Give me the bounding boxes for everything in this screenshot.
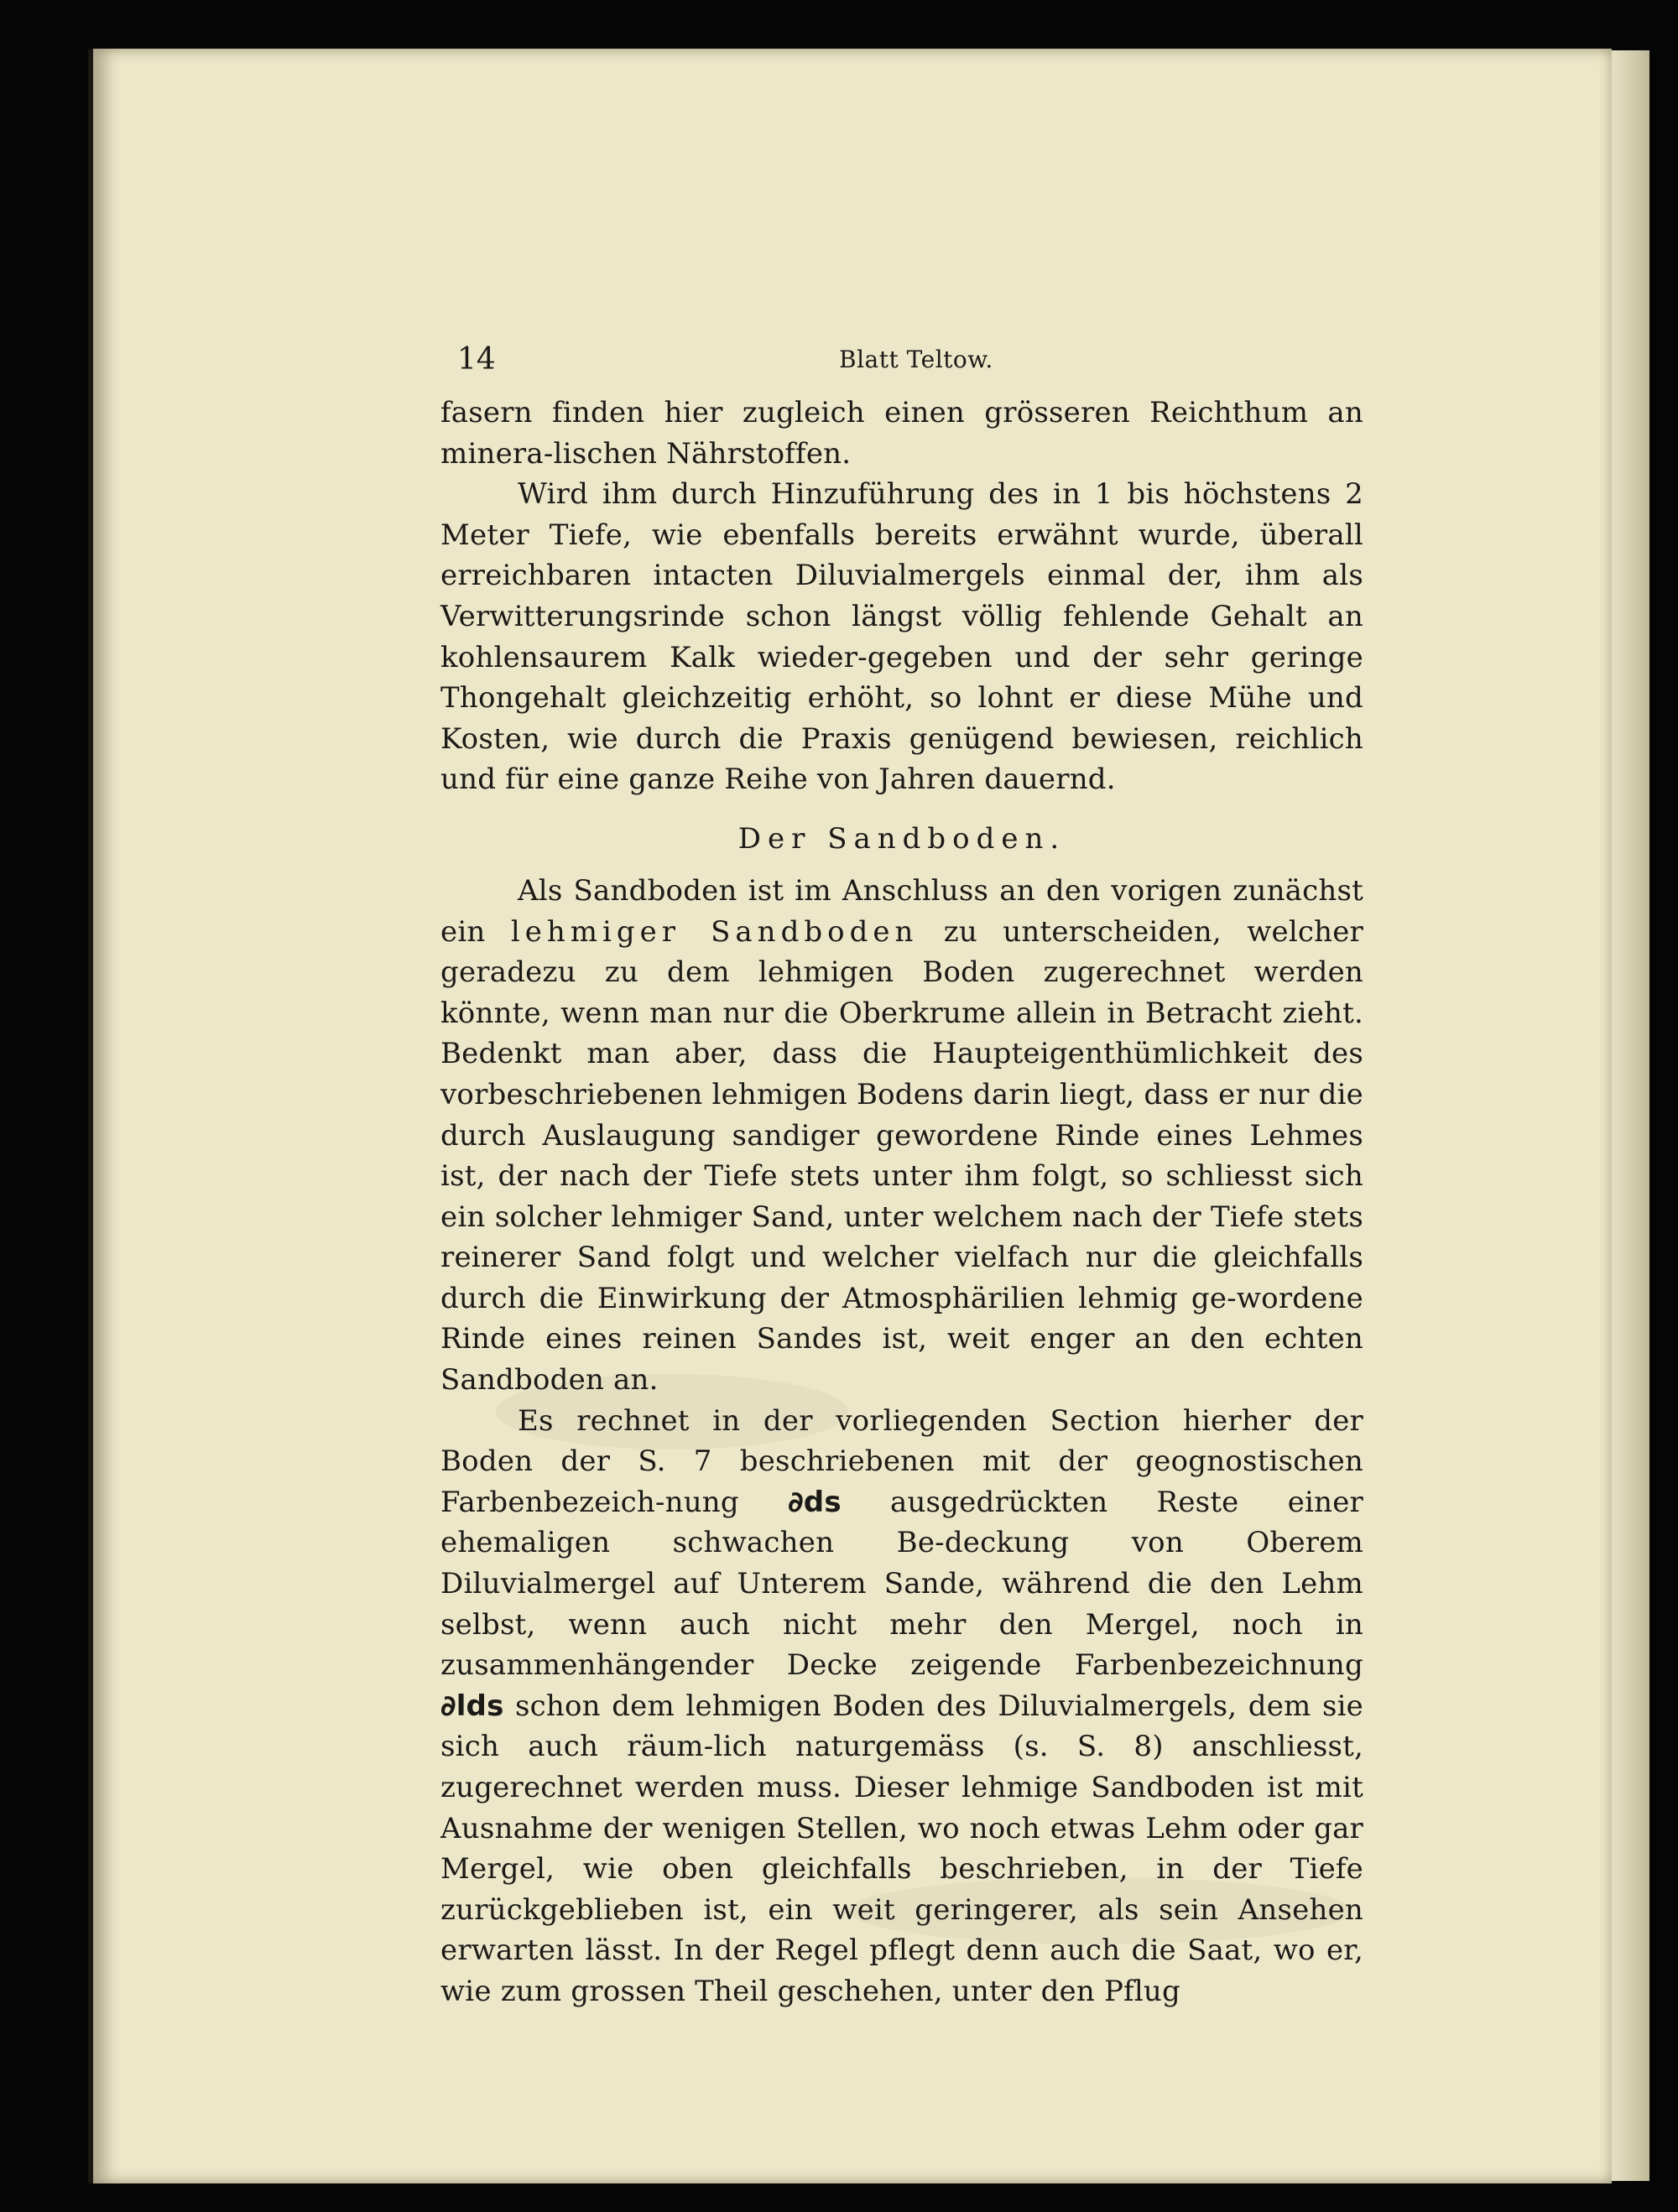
- running-title: Blatt Teltow.: [839, 346, 993, 373]
- page-number: 14: [457, 342, 496, 377]
- map-symbol: ∂lds: [440, 1689, 504, 1723]
- paragraph-text: zu unterscheiden, welcher geradezu zu dem lehmigen Boden zugerechnet werden könnte, wenn man nur die Oberkrume allein in Betracht zieht. Bedenkt man aber, dass die Haupteigenthümlichkeit des vorbeschriebenen lehmigen Bodens darin liegt, dass er nur die durch Auslaugung sandiger gewordene Rinde eines Lehmes ist, der nach der Tiefe stets unter ihm folgt, so schliesst sich ein solcher lehmiger Sand, unter welchem nach der Tiefe stets reinerer Sand folgt und welcher vielfach nur die gleichfalls durch die Einwirkung der Atmosphärilien lehmig ge-wordene Rinde eines reinen Sandes ist, weit enger an den echten Sandboden an.: [440, 914, 1364, 1397]
- section-heading: Der Sandboden.: [737, 821, 1066, 856]
- paragraph-text: Es rechnet in der vorliegenden Section hierher der Boden der S. 7 beschriebenen mit der geognostischen Farbenbezeich-nung: [440, 1403, 1363, 1519]
- paragraph-continuation: fasern finden hier zugleich einen grösseren Reichthum an minera-lischen Nährstoffen.: [440, 396, 1363, 471]
- paragraph-text: ausgedrückten Reste einer ehemaligen schwachen Be-deckung von Oberem Diluvialmergel auf Unterem Sande, während die den Lehm selbst, wenn auch nicht mehr den Mergel, noch in zusammenhängender Decke zeigende Farbenbezeichnung: [440, 1485, 1363, 1683]
- paragraph-mergel: Wird ihm durch Hinzuführung des in 1 bis höchstens 2 Meter Tiefe, wie ebenfalls bereits erwähnt wurde, überall erreichbaren intacten Diluvialmergels einmal der, ihm als Verwitterungsrinde schon längst völlig fehlende Gehalt an kohlensaurem Kalk wieder-gegeben und der sehr geringe Thongehalt gleichzeitig erhöht, so lohnt er diese Mühe und Kosten, wie durch die Praxis genügend bewiesen, reichlich und für eine ganze Reihe von Jahren dauernd.: [440, 477, 1363, 797]
- paragraph-sandboden: [440, 871, 1363, 1401]
- paragraph-text: Als Sandboden ist im Anschluss an den vorigen zunächst ein: [440, 873, 1363, 949]
- paragraph-section: [440, 1401, 1363, 2012]
- map-symbol: ∂ds: [788, 1485, 842, 1519]
- page-text: [440, 327, 1363, 2012]
- emphasized-term: lehmiger Sandboden: [510, 914, 919, 949]
- page-header: [440, 327, 1363, 386]
- paragraph-text: schon dem lehmigen Boden des Diluvialmergels, dem sie sich auch räum-lich naturgemäss (s. S. 8) anschliesst, zugerechnet werden muss. Dieser lehmige Sandboden ist mit Ausnahme der wenigen Stellen, wo noch etwas Lehm oder gar Mergel, wie oben gleichfalls beschrieben, in der Tiefe zurückgeblieben ist, ein weit geringerer, als sein Ansehen erwarten lässt. In der Regel pflegt denn auch die Saat, wo er, wie zum grossen Theil geschehen, unter den Pflug: [440, 1689, 1363, 2008]
